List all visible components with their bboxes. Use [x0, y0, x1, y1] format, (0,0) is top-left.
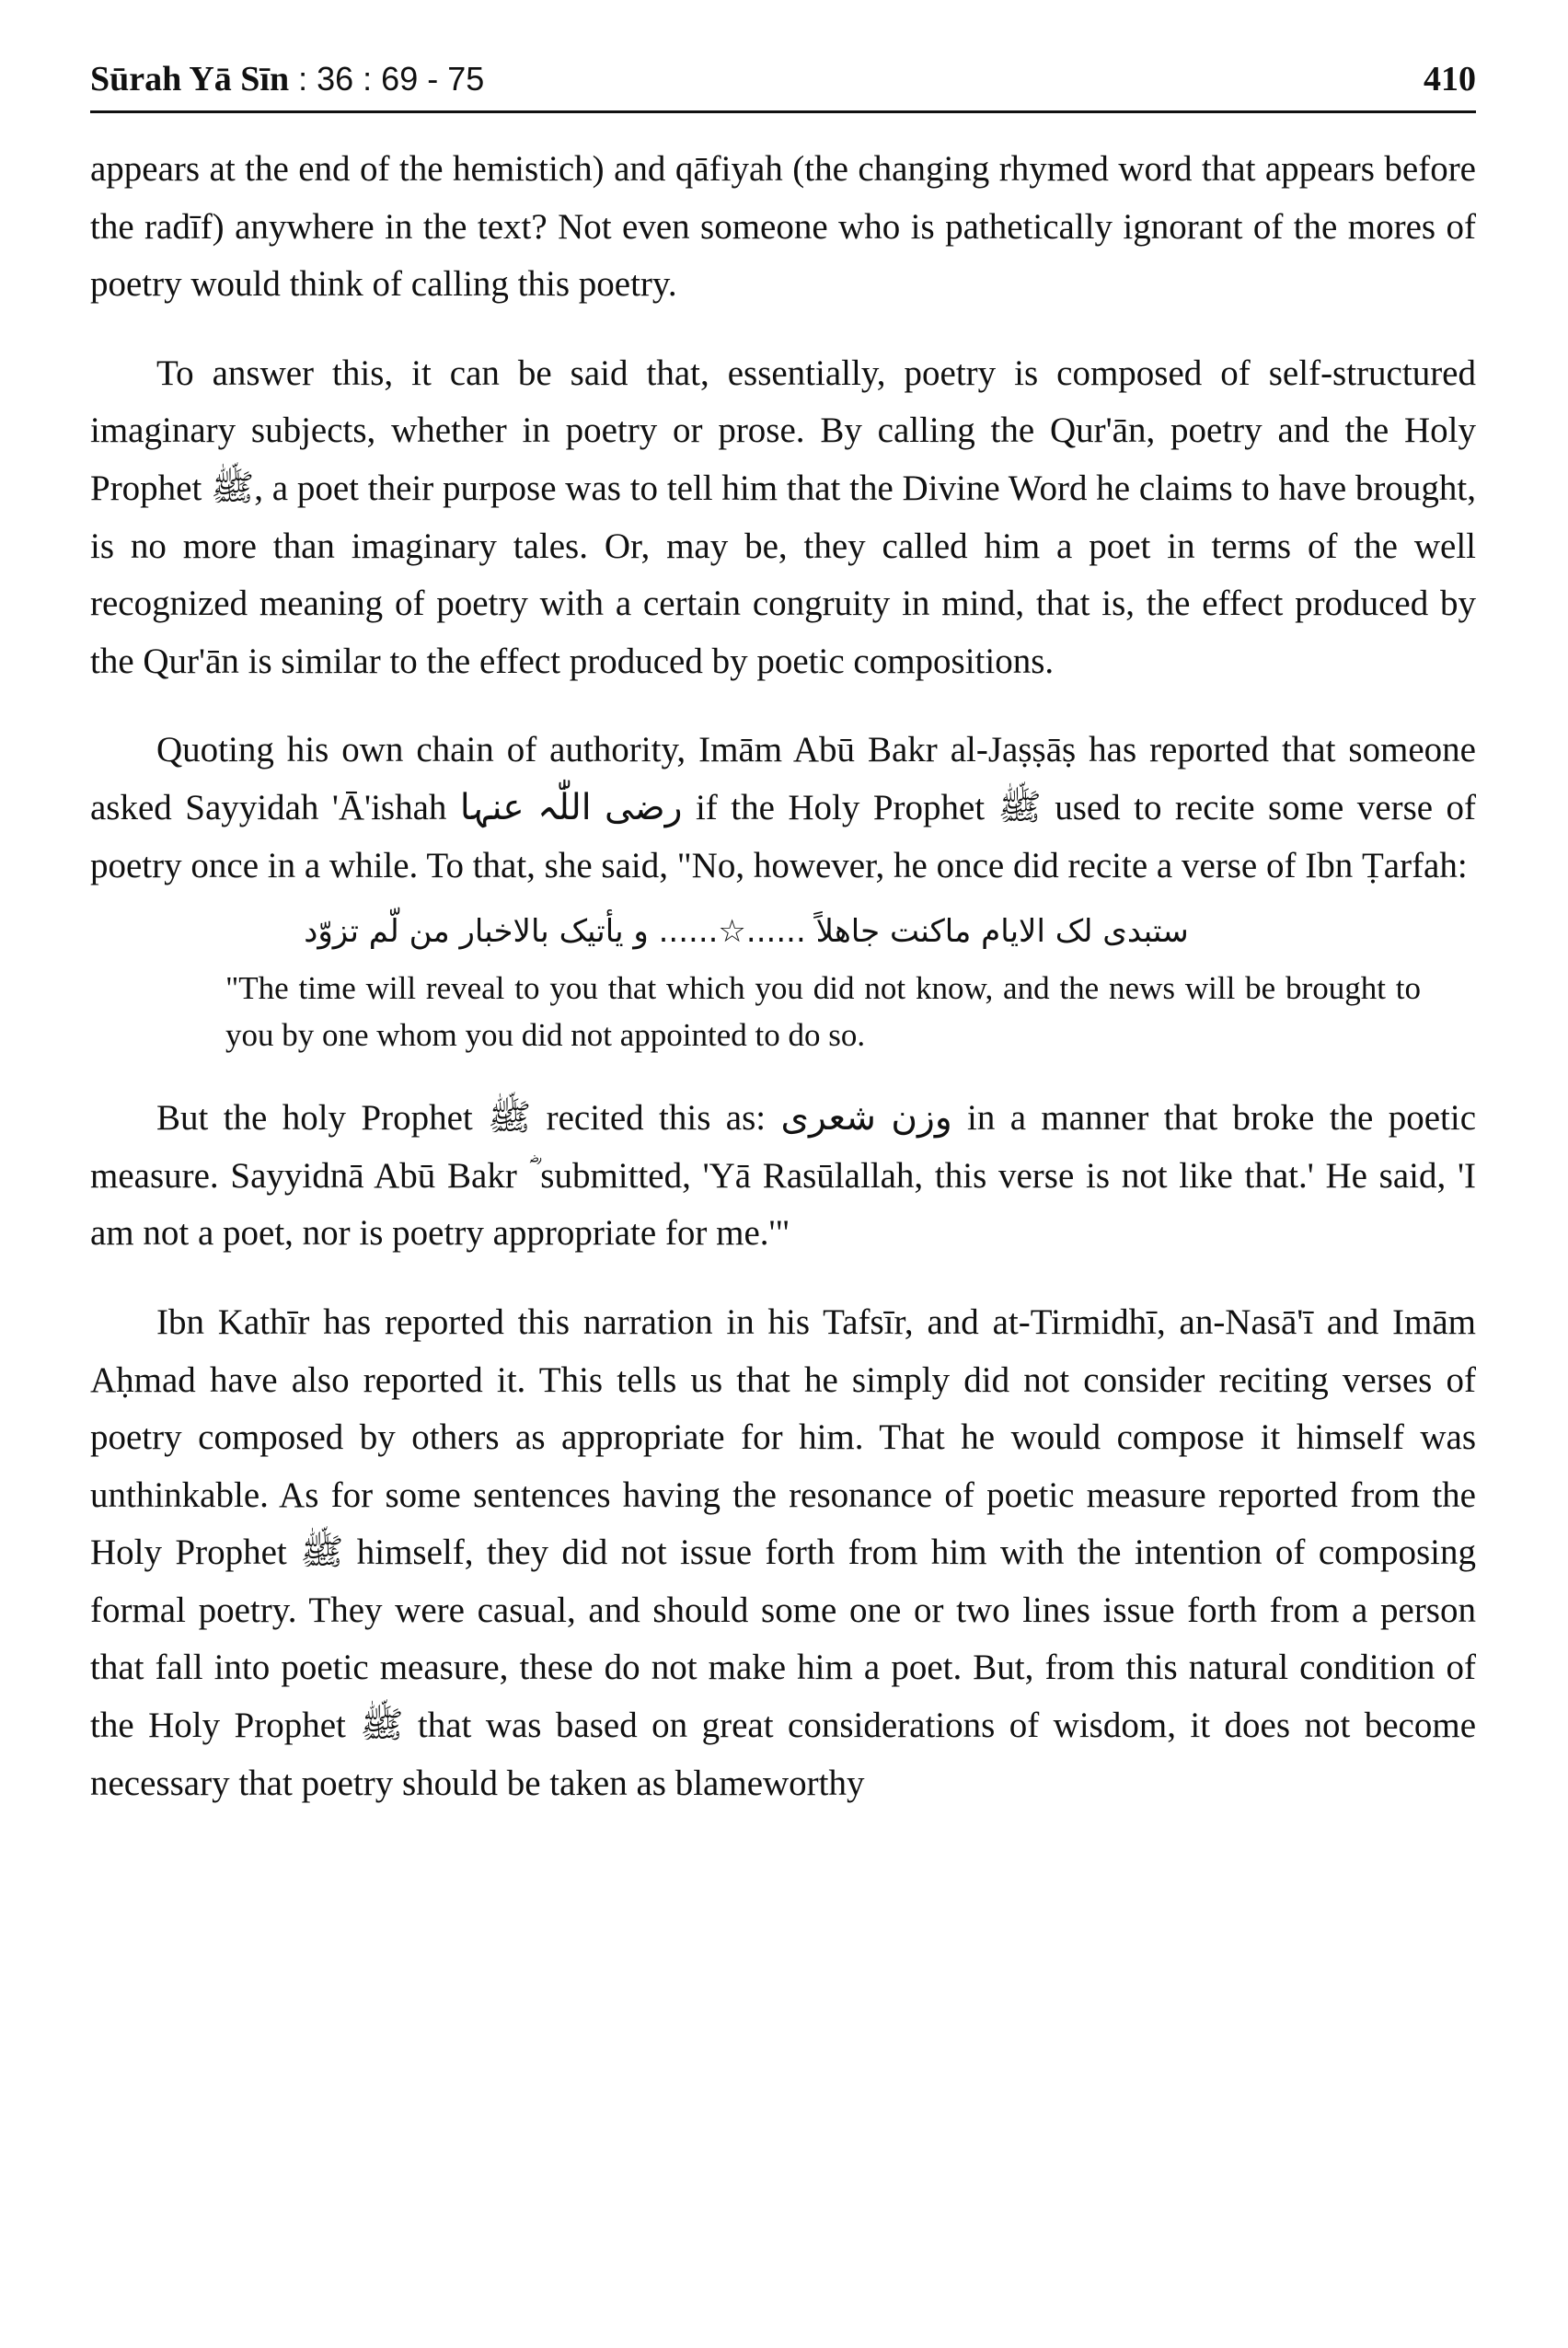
running-header: [90, 53, 1476, 113]
page-body: [90, 141, 1476, 1812]
paragraph-5: Ibn Kathīr has reported this narration in his Tafsīr, and at-Tirmidhī, an-Nasā'ī and Imām Aḥmad have also reported it. This tells us that he simply did not consider reciting verses of poetry composed by others as appropriate for him. That he would compose it himself was unthinkable. As for some sentences having the resonance of poetic measure reported from the Holy Prophet ﷺ himself, they did not issue forth from him with the intention of composing formal poetry. They were casual, and should some one or two lines issue forth from a person that fall into poetic measure, these do not make him a poet. But, from this natural condition of the Holy Prophet ﷺ that was based on great considerations of wisdom, it does not become necessary that poetry should be taken as blameworthy: [90, 1301, 1477, 1803]
arabic-verse: ستبدی لک الایام ماکنت جاھلاً ......☆...... و یأتیک بالاخبار من لّم تزوّد: [304, 913, 1189, 951]
paragraph-3: Quoting his own chain of authority, Imām Abū Bakr al-Jaṣṣāṣ has reported that someone asked Sayyidah 'Ā'ishah رضی اللّٰہ عنہا if the Holy Prophet ﷺ used to recite some verse of poetry once in a while. To that, she said, "No, however, he once did recite a verse of Ibn Ṭarfah:: [90, 730, 1476, 885]
verse-range: : 36 : 69 - 75: [289, 60, 485, 98]
page-number: 410: [1424, 60, 1476, 98]
surah-reference: [90, 61, 484, 98]
paragraph-1: appears at the end of the hemistich) and qāfiyah (the changing rhymed word that appears before the radīf) anywhere in the text? Not even someone who is pathetically ignorant of the mores of poetry would think of calling this poetry.: [90, 149, 1476, 305]
paragraph-2: To answer this, it can be said that, essentially, poetry is composed of self-structured imaginary subjects, whether in poetry or prose. By calling the Qur'ān, poetry and the Holy Prophet ﷺ, a poet their purpose was to tell him that the Divine Word he claims to have brought, is no more than imaginary tales. Or, may be, they called him a poet in terms of the well recognized meaning of poetry with a certain congruity in mind, that is, the effect produced by the Qur'ān is similar to the effect produced by poetic compositions.: [90, 353, 1476, 681]
paragraph-4: But the holy Prophet ﷺ recited this as: وزن شعری in a manner that broke the poetic measure. Sayyidnā Abū Bakr ؓ submitted, 'Yā Rasūlallah, this verse is not like that.' He said, 'I am not a poet, nor is poetry appropriate for me.'": [90, 1098, 1477, 1254]
surah-name: Sūrah Yā Sīn: [90, 60, 290, 98]
book-page: [90, 53, 1476, 2318]
verse-translation: "The time will reveal to you that which you did not know, and the news will be brought to you by one whom you did not appointed to do so.: [225, 970, 1421, 1054]
